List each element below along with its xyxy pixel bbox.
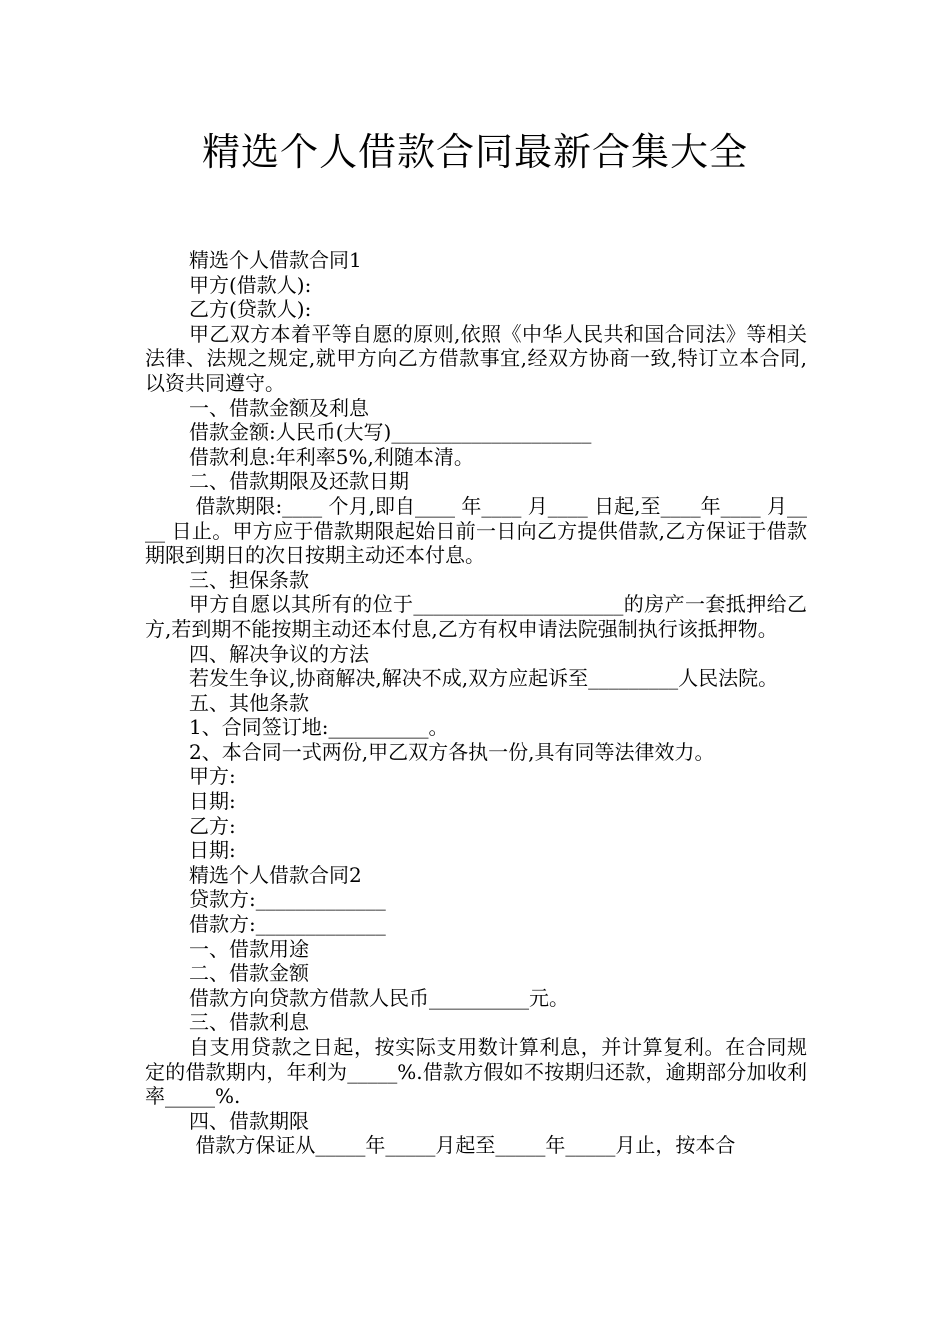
- paragraph: 借款方向贷款方借款人民币__________元。: [189, 985, 569, 1010]
- clause-heading: 五、其他条款: [189, 690, 309, 715]
- signature-label: 甲方:: [189, 764, 236, 789]
- paragraph: 借款金额:人民币(大写)____________________: [189, 420, 592, 445]
- party-a-label: 甲方(借款人):: [189, 272, 312, 297]
- paragraph: 1、合同签订地:__________。: [189, 715, 449, 740]
- paragraph: 借款期限:____ 个月,即自____ 年____ 月____ 日起,至____年____ 月____ 日止。甲方应于借款期限起始日前一日向乙方提供借款,乙方保证于借款期限到期日的次日按期主动还本付息。: [145, 493, 807, 568]
- clause-heading: 四、解决争议的方法: [189, 641, 369, 666]
- clause-heading: 二、借款期限及还款日期: [189, 469, 409, 494]
- section-heading: 精选个人借款合同1: [189, 248, 362, 272]
- lender-label: 贷款方:_____________: [189, 887, 386, 912]
- party-b-label: 乙方(贷款人):: [189, 297, 312, 322]
- paragraph: 甲方自愿以其所有的位于_____________________的房产一套抵押给乙方,若到期不能按期主动还本付息,乙方有权申请法院强制执行该抵押物。: [145, 592, 807, 641]
- borrower-label: 借款方:_____________: [189, 912, 386, 937]
- date-label: 日期:: [189, 789, 236, 814]
- clause-heading: 三、担保条款: [189, 567, 309, 592]
- paragraph: 2、本合同一式两份,甲乙双方各执一份,具有同等法律效力。: [189, 739, 715, 764]
- clause-heading: 一、借款金额及利息: [189, 395, 369, 420]
- section-heading: 精选个人借款合同2: [189, 862, 362, 887]
- paragraph: 借款方保证从_____年_____月起至_____年_____月止，按本合: [189, 1133, 736, 1158]
- paragraph: 借款利息:年利率5%,利随本清。: [189, 444, 474, 469]
- clause-heading: 四、借款期限: [189, 1108, 309, 1133]
- signature-label: 乙方:: [189, 813, 236, 838]
- document-body: [145, 248, 807, 1158]
- clause-heading: 二、借款金额: [189, 961, 309, 986]
- clause-heading: 一、借款用途: [189, 936, 309, 961]
- date-label: 日期:: [189, 838, 236, 863]
- clause-heading: 三、借款利息: [189, 1010, 309, 1035]
- document-title: 精选个人借款合同最新合集大全: [201, 130, 748, 174]
- paragraph: 自支用贷款之日起，按实际支用数计算利息，并计算复利。在合同规定的借款期内，年利为_____%.借款方假如不按期归还款，逾期部分加收利率_____%.: [145, 1035, 807, 1109]
- paragraph: 甲乙双方本着平等自愿的原则,依照《中华人民共和国合同法》等相关法律、法规之规定,就甲方向乙方借款事宜,经双方协商一致,特订立本合同,以资共同遵守。: [145, 321, 807, 395]
- paragraph: 若发生争议,协商解决,解决不成,双方应起诉至_________人民法院。: [189, 666, 779, 691]
